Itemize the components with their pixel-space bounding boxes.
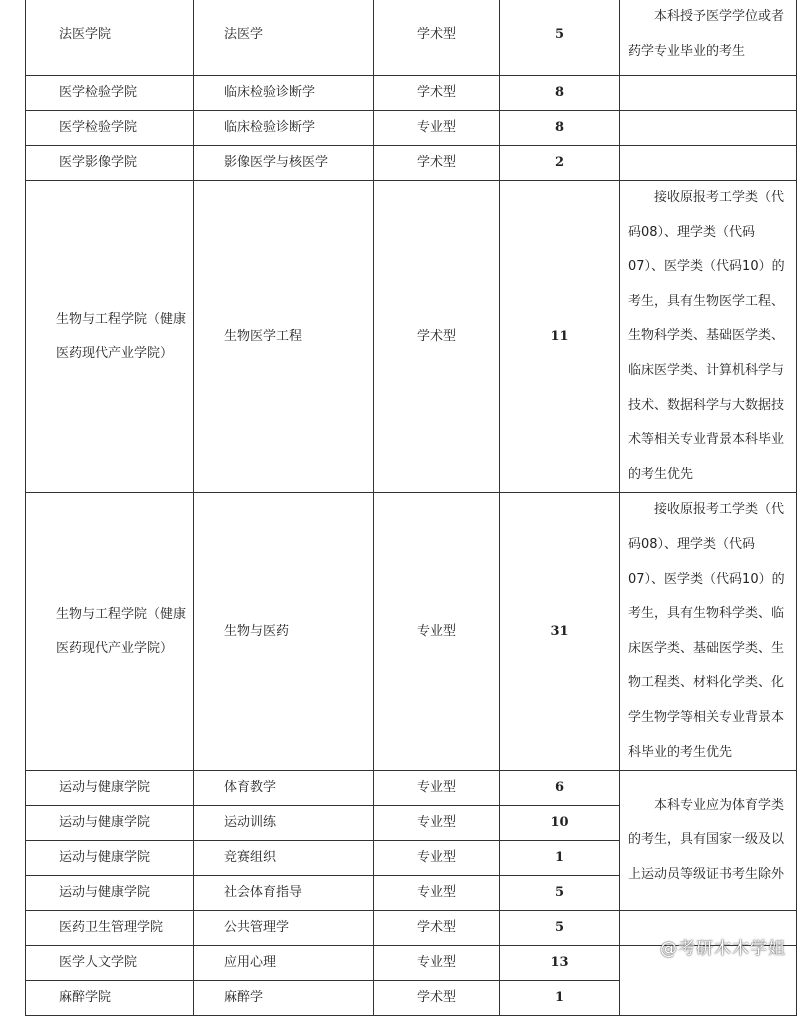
college-cell: 麻醉学院 [26, 981, 194, 1016]
note-biopharm: 接收原报考工学类（代码08）、理学类（代码07）、医学类（代码10）的考生，具有生物科学类、临床医学类、基础医学类、生物工程类、材料化学类、化学生物学等相关专业背景本科毕业的考生优先 [628, 502, 785, 760]
major-cell: 竞赛组织 [194, 841, 374, 876]
type-cell: 学术型 [374, 981, 500, 1016]
major-cell: 麻醉学 [194, 981, 374, 1016]
major-cell: 临床检验诊断学 [194, 76, 374, 111]
college-cell: 运动与健康学院 [26, 806, 194, 841]
type-cell: 专业型 [374, 111, 500, 146]
admissions-table-body [25, 0, 797, 1016]
type-cell: 专业型 [374, 771, 500, 806]
table-row [26, 771, 797, 806]
college-cell: 运动与健康学院 [26, 841, 194, 876]
major-cell: 生物医学工程 [194, 181, 374, 493]
table-row [26, 111, 797, 146]
major-cell: 公共管理学 [194, 911, 374, 946]
major-cell: 生物与医药 [194, 493, 374, 771]
note-cell [620, 146, 797, 181]
type-cell: 学术型 [374, 76, 500, 111]
count-cell: 2 [500, 146, 620, 181]
type-cell: 学术型 [374, 0, 500, 76]
major-cell: 社会体育指导 [194, 876, 374, 911]
count-cell: 10 [500, 806, 620, 841]
table-row [26, 181, 797, 493]
count-cell: 5 [500, 876, 620, 911]
college-cell: 医学检验学院 [26, 76, 194, 111]
college-cell: 运动与健康学院 [26, 876, 194, 911]
count-cell: 11 [500, 181, 620, 493]
table-row [26, 493, 797, 771]
major-cell: 应用心理 [194, 946, 374, 981]
type-cell: 专业型 [374, 493, 500, 771]
type-cell: 专业型 [374, 946, 500, 981]
college-cell: 医学影像学院 [26, 146, 194, 181]
major-cell: 临床检验诊断学 [194, 111, 374, 146]
note-sports: 本科专业应为体育学类的考生，具有国家一级及以上运动员等级证书考生除外 [628, 797, 785, 882]
major-cell: 影像医学与核医学 [194, 146, 374, 181]
note-cell [620, 181, 797, 493]
count-cell: 13 [500, 946, 620, 981]
table-row [26, 146, 797, 181]
note-bme: 接收原报考工学类（代码08）、理学类（代码07）、医学类（代码10）的考生，具有生物医学工程、生物科学类、基础医学类、临床医学类、计算机科学与技术、数据科学与大数据技术等相关专业背景本科毕业的考生优先 [628, 190, 785, 482]
major-cell: 体育教学 [194, 771, 374, 806]
college-cell: 医药卫生管理学院 [26, 911, 194, 946]
type-cell: 学术型 [374, 146, 500, 181]
type-cell: 学术型 [374, 911, 500, 946]
college-text: 生物与工程学院（健康医药现代产业学院） [56, 606, 187, 656]
count-cell: 5 [500, 911, 620, 946]
college-cell: 医学检验学院 [26, 111, 194, 146]
college-cell [26, 181, 194, 493]
count-cell: 31 [500, 493, 620, 771]
college-cell: 运动与健康学院 [26, 771, 194, 806]
count-cell: 8 [500, 111, 620, 146]
college-cell [26, 493, 194, 771]
type-cell: 学术型 [374, 181, 500, 493]
note-cell [620, 76, 797, 111]
watermark-text: @考研木木学姐 [660, 939, 786, 959]
note-cell [620, 111, 797, 146]
count-cell: 1 [500, 841, 620, 876]
type-cell: 专业型 [374, 806, 500, 841]
count-cell: 5 [500, 0, 620, 76]
table-row [26, 0, 797, 76]
type-cell: 专业型 [374, 876, 500, 911]
college-cell: 法医学院 [26, 0, 194, 76]
note-cell [620, 771, 797, 911]
college-text: 生物与工程学院（健康医药现代产业学院） [56, 311, 187, 361]
note-cell [620, 0, 797, 76]
college-cell: 医学人文学院 [26, 946, 194, 981]
note-cell [620, 493, 797, 771]
major-cell: 法医学 [194, 0, 374, 76]
note-forensic: 本科授予医学学位或者药学专业毕业的考生 [628, 9, 785, 59]
count-cell: 1 [500, 981, 620, 1016]
count-cell: 8 [500, 76, 620, 111]
count-cell: 6 [500, 771, 620, 806]
major-cell: 运动训练 [194, 806, 374, 841]
table-row [26, 76, 797, 111]
type-cell: 专业型 [374, 841, 500, 876]
